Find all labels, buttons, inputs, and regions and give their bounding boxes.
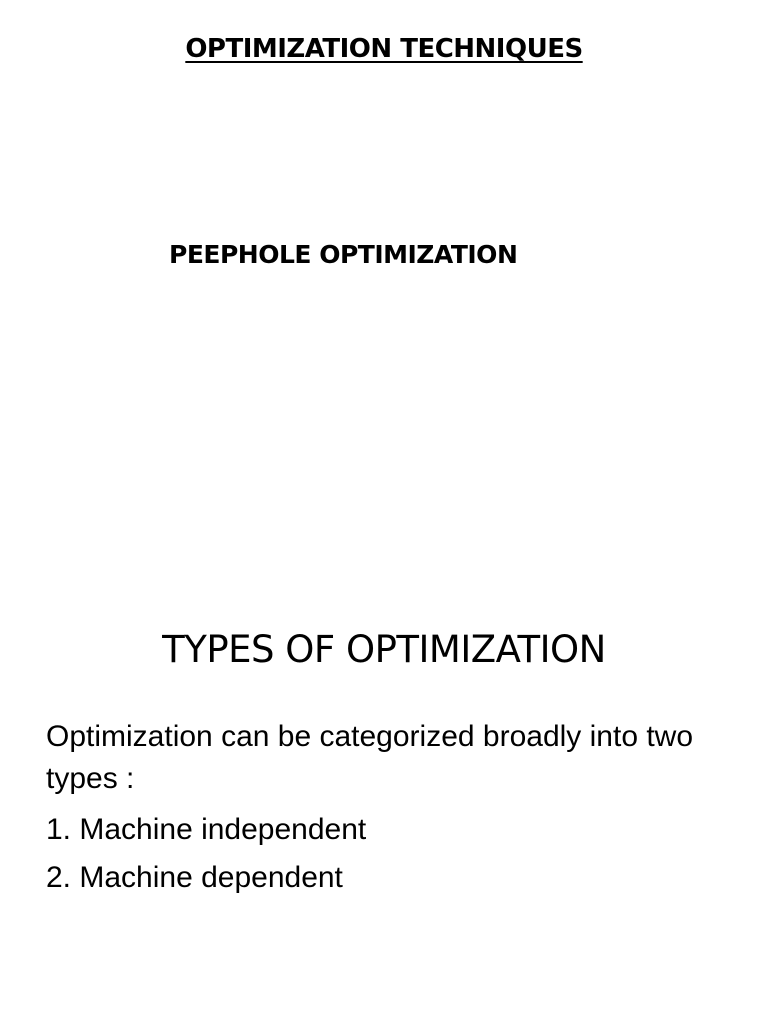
- slide-types-of-optimization: [0, 576, 768, 1024]
- optimization-types-list: [46, 806, 366, 902]
- slide-subtitle: PEEPHOLE OPTIMIZATION: [169, 240, 518, 269]
- list-item: 2. Machine dependent: [46, 861, 343, 894]
- intro-paragraph: Optimization can be categorized broadly into two types :: [46, 720, 694, 795]
- page-title: OPTIMIZATION TECHNIQUES: [185, 34, 583, 64]
- section-title: TYPES OF OPTIMIZATION: [162, 628, 606, 671]
- list-item: 1. Machine independent: [46, 813, 367, 846]
